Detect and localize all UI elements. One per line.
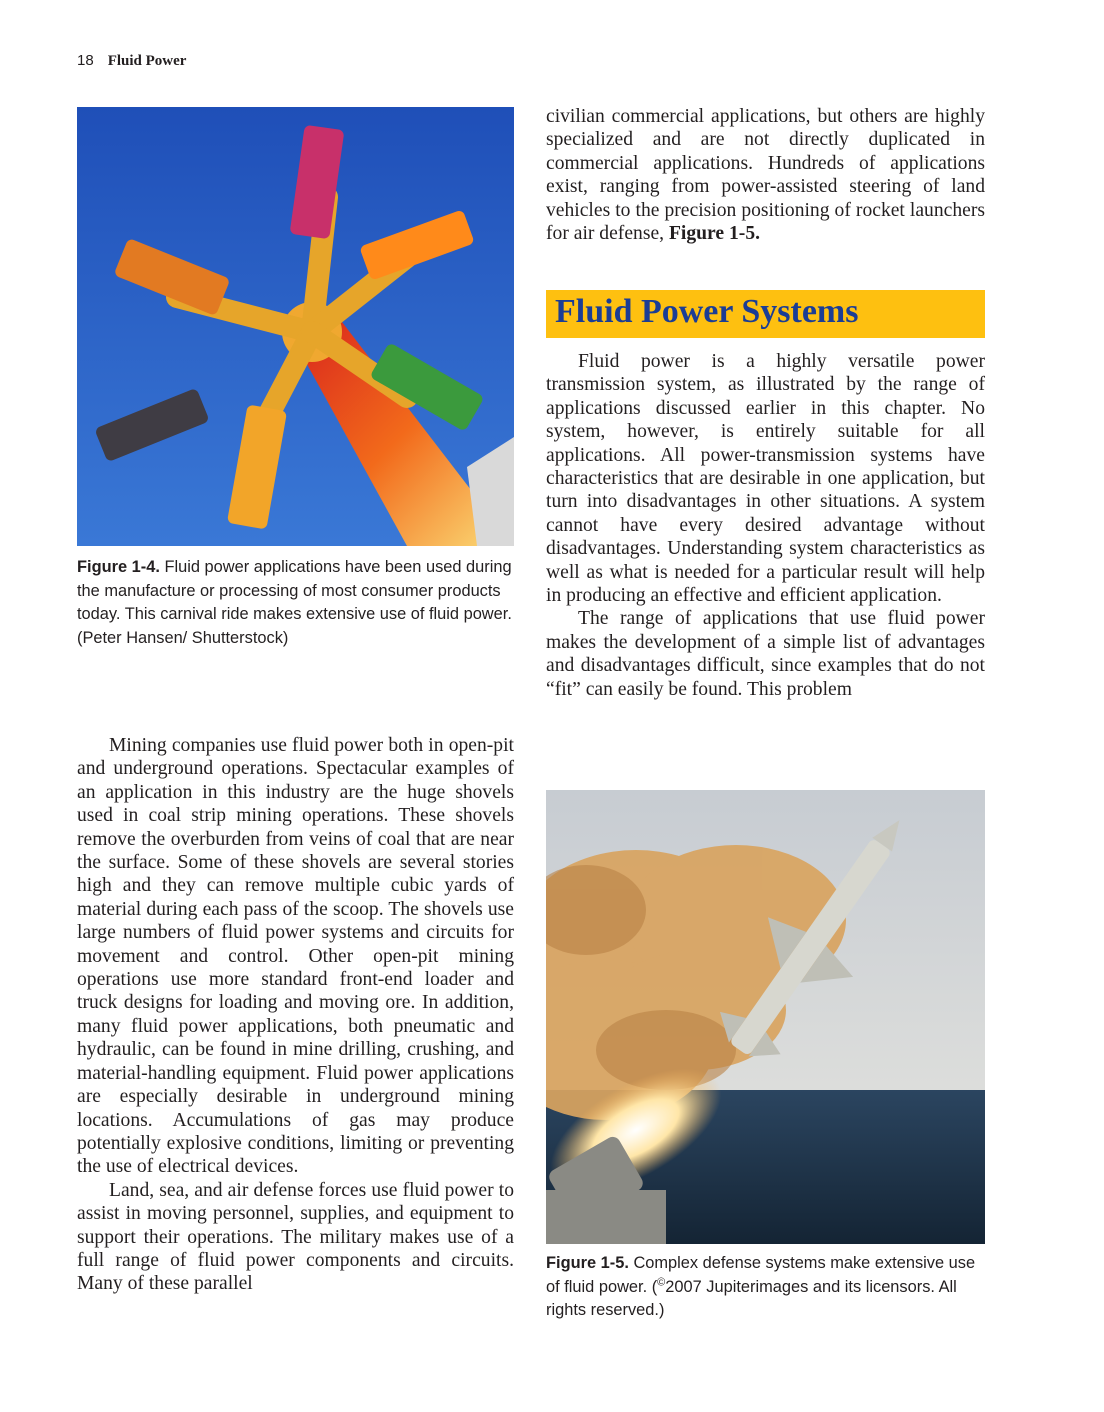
- figure-1-4-caption: [77, 556, 514, 650]
- figure-1-5-label: Figure 1-5.: [546, 1254, 629, 1272]
- figure-1-4-photo: [77, 107, 514, 546]
- right-column-continued: [546, 105, 985, 245]
- paragraph-defense: Land, sea, and air defense forces use fluid power to assist in moving personnel, supplies, and equipment to support their operations. The military makes use of a full range of fluid power components and circuits. Many of these parallel: [77, 1179, 514, 1295]
- left-column-text: [77, 734, 514, 1296]
- paragraph-mining: Mining companies use fluid power both in open-pit and underground operations. Spectacular examples of an application in this industry are the huge shovels used in coal strip mining operations. These shovels remove the overburden from veins of coal that are near the surface. Some of these shovels are several stories high and they can remove multiple cubic yards of material during each pass of the scoop. The shovels use large numbers of fluid power systems and circuits for movement and control. Other open-pit mining operations use more standard front-end loader and truck designs for loading and moving ore. In addition, many fluid power applications, both pneumatic and hydraulic, can be found in mine drilling, crushing, and material-handling equipment. Fluid power applications are especially desirable in underground mining locations. Accumulations of gas may produce potentially explosive conditions, limiting or preventing the use of electrical devices.: [77, 735, 514, 1178]
- section-heading: [546, 290, 985, 338]
- figure-1-5-caption: [546, 1252, 985, 1323]
- running-header: [77, 52, 186, 70]
- figure-1-5-reference: Figure 1-5.: [668, 223, 761, 245]
- paragraph-range: The range of applications that use fluid power makes the development of a simple list of advantages and disadvantages difficult, since examples that do not “fit” can easily be found. This problem: [546, 608, 985, 700]
- paragraph-continued: [546, 105, 985, 245]
- figure-1-4-caption-text: Fluid power applications have been used during the manufacture or processing of most consumer products today. This carnival ride makes extensive use of fluid power. (Peter Hansen/ Shutterstock): [77, 558, 512, 647]
- running-title: Fluid Power: [107, 53, 187, 69]
- page-number: 18: [77, 52, 94, 69]
- continued-text: civilian commercial applications, but others are highly specialized and are not directly duplicated in commercial applications. Hundreds of applications exist, ranging from power-assisted steering of land vehicles to the precision positioning of rocket launchers for air defense,: [546, 106, 985, 245]
- right-column-section-text: [546, 350, 985, 701]
- copyright-symbol: ©: [657, 1276, 666, 1289]
- paragraph-versatile: Fluid power is a highly versatile power transmission system, as illustrated by the range of applications discussed earlier in this chapter. No system, however, is entirely suitable for all applications. All power-transmission systems have characteristics that are desirable in one application, but turn into disadvantages in other situations. A system cannot have every desired advantage without disadvantages. Understanding system characteristics as well as what is needed for a particular result will help in producing an effective and efficient application.: [546, 351, 985, 607]
- figure-1-5-photo: [546, 790, 985, 1244]
- figure-1-5-caption-pre: Complex defense systems make extensive use of fluid power. (: [546, 1254, 976, 1296]
- section-title: Fluid Power Systems: [555, 293, 859, 330]
- figure-1-5-caption-post: 2007 Jupiterimages and its licensors. All rights reserved.): [546, 1277, 957, 1319]
- figure-1-4-label: Figure 1-4.: [77, 558, 160, 576]
